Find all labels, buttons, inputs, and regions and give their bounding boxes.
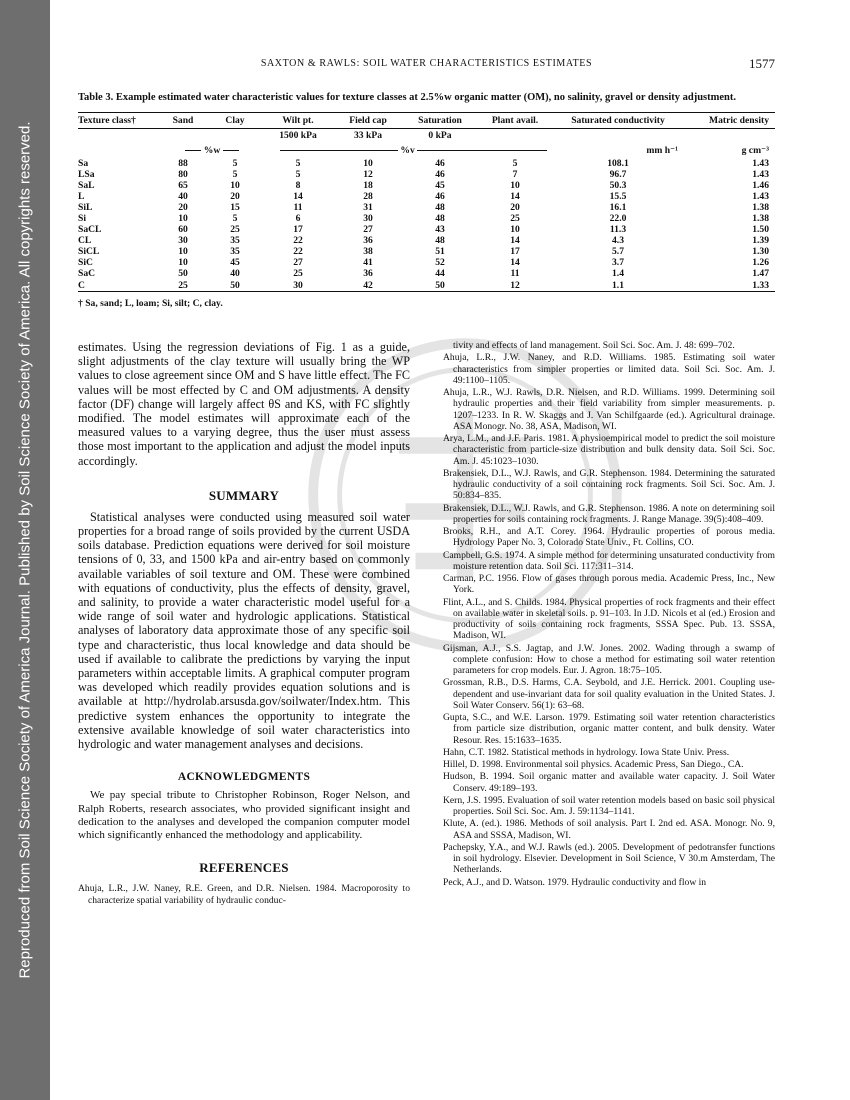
table-cell: 1.39 xyxy=(752,235,769,247)
table-cell: 10 xyxy=(363,157,373,169)
table-cell: 108.1 xyxy=(607,157,629,169)
reference-item: Hudson, B. 1994. Soil organic matter and available water capacity. J. Soil Water Conserv. 49:189–193. xyxy=(443,771,775,794)
table-cell: 5 xyxy=(232,168,238,180)
table-cell: 5 xyxy=(295,168,301,180)
reference-item: Gupta, S.C., and W.E. Larson. 1979. Estimating soil water retention characteristics from particle size distribution, organic matter content, and bulk density. Water Resour. Res. 15:1633–1635. xyxy=(443,712,775,746)
table-cell: 27 xyxy=(293,257,303,269)
reference-item: Peck, A.J., and D. Watson. 1979. Hydraulic conductivity and flow in xyxy=(443,876,707,888)
table-cell: SiCL xyxy=(78,246,100,258)
table-row xyxy=(78,246,775,257)
unit-percent-v: %v xyxy=(264,143,554,158)
table-cell: SaC xyxy=(78,268,96,280)
table-cell: 52 xyxy=(435,257,445,269)
table-cell: 20 xyxy=(230,190,240,202)
table-row xyxy=(78,213,775,224)
table-cell: 5 xyxy=(295,157,301,169)
col-header-conductivity: Saturated conductivity xyxy=(554,113,682,129)
table-cell: 40 xyxy=(230,268,240,280)
table-cell: 25 xyxy=(230,224,240,236)
reference-item: tivity and effects of land management. Soil Sci. Soc. Am. J. 48: 699–702. xyxy=(453,340,735,351)
table-cell: 25 xyxy=(293,268,303,280)
table-cell: 51 xyxy=(435,246,445,258)
table-cell: 96.7 xyxy=(609,168,627,180)
table-cell: 1.50 xyxy=(752,224,769,236)
table-cell: 30 xyxy=(363,212,373,224)
table-cell: Si xyxy=(78,212,87,224)
table-cell: 31 xyxy=(363,201,373,213)
table-row xyxy=(78,202,775,213)
table-cell: 50 xyxy=(206,280,264,292)
table-cell: 4.3 xyxy=(612,235,624,247)
table-cell: 35 xyxy=(230,246,240,258)
reference-item: Carman, P.C. 1956. Flow of gases through porous media. Academic Press, Inc., New York. xyxy=(443,573,775,596)
table-cell: 40 xyxy=(178,190,188,202)
table-cell: 14 xyxy=(293,190,303,202)
table-cell: 14 xyxy=(510,257,520,269)
reference-item: Ahuja, L.R., W.J. Rawls, D.R. Nielsen, and R.D. Williams. 1999. Determining soil hydraulic properties and their field variability from simpler measurements. p. 1207–1233. In R. W. Skaggs and J. Van Schilfgaarde (ed.). Agricultural drainage. ASA Monogr. No. 38, ASA, Madison, WI. xyxy=(443,387,775,432)
unit-density: g cm⁻³ xyxy=(741,144,769,156)
subheader-33: 33 kPa xyxy=(354,130,382,142)
table-cell: 5 xyxy=(232,157,238,169)
table-cell: 10 xyxy=(178,212,188,224)
table-cell: 5.7 xyxy=(612,246,624,258)
table-cell: 35 xyxy=(230,235,240,247)
table-cell: 50 xyxy=(404,280,476,292)
table-cell: 7 xyxy=(512,168,518,180)
table-cell: 46 xyxy=(435,157,445,169)
table-cell: 10 xyxy=(510,179,520,191)
summary-paragraph: Statistical analyses were conducted using measured soil water properties for a broad range of soils provided by the current USDA soils database. Prediction equations were derived for soil moisture tensions of 0, 33, and 1500 kPa and air-entry based on commonly available variables of soil texture and OM. These were combined with equations of conductivity, plus the effects of density, gravel, and salinity, to provide a water characteristic model useful for a wide range of soil water and hydrologic applications. Statistical analyses of laboratory data approximate those of any specific soil type and characteristic, thus local knowledge and data should be used if available to calibrate the predictions by varying the input parameters within acceptable limits. A graphical computer program was developed which readily provides equation solutions and is available at http://hydrolab.arsusda.gov/soilwater/Index.htm. This predictive system enhances the opportunity to integrate the extensive available knowledge of soil water characteristics into hydrologic and water management analyses and decisions. xyxy=(78,509,410,752)
table-cell: 12 xyxy=(476,280,554,292)
table-row xyxy=(78,180,775,191)
table-cell: 8 xyxy=(295,179,301,191)
table-cell: SaL xyxy=(78,179,95,191)
table-body xyxy=(78,158,775,292)
table-cell: 48 xyxy=(435,201,445,213)
table-cell: 44 xyxy=(435,268,445,280)
col-header-fieldcap: Field cap xyxy=(332,113,404,129)
unit-percent-w: %w xyxy=(160,143,264,158)
table-cell: 28 xyxy=(363,190,373,202)
table-cell: 88 xyxy=(178,157,188,169)
table-cell: 12 xyxy=(363,168,373,180)
table-cell: 10 xyxy=(230,179,240,191)
table-row xyxy=(78,280,775,292)
table-cell: 1.43 xyxy=(752,190,769,202)
reference-item: Hillel, D. 1998. Environmental soil physics. Academic Press, San Diego., CA. xyxy=(443,759,744,770)
table-cell: 48 xyxy=(435,212,445,224)
table-row xyxy=(78,191,775,202)
table-cell: 11.3 xyxy=(609,224,627,236)
table-cell: 27 xyxy=(363,224,373,236)
table-cell: 20 xyxy=(178,201,188,213)
copyright-sidebar xyxy=(0,0,50,1100)
reference-item: Kern, J.S. 1995. Evaluation of soil water retention models based on basic soil physical properties. Soil Sci. Soc. Am. J. 59:1134–1141. xyxy=(443,794,775,817)
table-cell: 15.5 xyxy=(609,190,627,202)
table-cell: 60 xyxy=(178,224,188,236)
table-cell: 14 xyxy=(510,235,520,247)
table-cell: 30 xyxy=(178,235,188,247)
reference-item: Brooks, R.H., and A.T. Corey. 1964. Hydraulic properties of porous media. Hydrology Paper No. 3, Colorado State Univ., Ft. Collins, CO. xyxy=(443,526,775,549)
col-header-texture: Texture class† xyxy=(78,113,160,129)
col-header-clay: Clay xyxy=(206,113,264,129)
summary-heading: SUMMARY xyxy=(208,487,280,503)
table-cell: 18 xyxy=(363,179,373,191)
table-cell: L xyxy=(78,190,85,202)
table-cell: 1.33 xyxy=(682,280,775,292)
table-cell: 1.1 xyxy=(554,280,682,292)
reference-item: Brakensiek, D.L., W.J. Rawls, and G.R. Stephenson. 1984. Determining the saturated hydraulic conductivity of a soil containing rock fragments. Soil Sci. Soc. Am. J. 50:834–835. xyxy=(443,467,775,502)
table-cell: 5 xyxy=(232,212,238,224)
table-cell: 22 xyxy=(293,235,303,247)
table-row xyxy=(78,268,775,279)
table-cell: Sa xyxy=(78,157,89,169)
col-header-saturation: Saturation xyxy=(404,113,476,129)
col-header-sand: Sand xyxy=(160,113,206,129)
table-row xyxy=(78,257,775,268)
table-cell: 10 xyxy=(178,257,188,269)
table-cell: 5 xyxy=(512,157,518,169)
table-cell: 11 xyxy=(293,201,303,213)
table-cell: 1.47 xyxy=(752,268,769,280)
table-cell: 36 xyxy=(363,235,373,247)
table-cell: 10 xyxy=(178,246,188,258)
table-cell: 25 xyxy=(510,212,520,224)
reference-item: Ahuja, L.R., J.W. Naney, R.E. Green, and D.R. Nielsen. 1984. Macroporosity to characterize spatial variability of hydraulic conduc- xyxy=(78,883,410,906)
table-cell: SiL xyxy=(78,201,93,213)
reference-item: Campbell, G.S. 1974. A simple method for determining unsaturated conductivity from moisture retention data. Soil Sci. 117:311–314. xyxy=(443,549,775,572)
table-cell: SaCL xyxy=(78,224,102,236)
table-cell: 11 xyxy=(510,268,520,280)
table-3 xyxy=(78,92,775,309)
table-cell: 20 xyxy=(510,201,520,213)
table-footnote: † Sa, sand; L, loam; Si, silt; C, clay. xyxy=(78,297,223,309)
table-cell: 1.38 xyxy=(752,201,769,213)
reference-item: Klute, A. (ed.). 1986. Methods of soil analysis. Part I. 2nd ed. ASA. Monogr. No. 9, ASA and SSSA, Madison, WI. xyxy=(443,818,775,841)
table-cell: 14 xyxy=(510,190,520,202)
table-cell: 46 xyxy=(435,190,445,202)
table-cell: 17 xyxy=(510,246,520,258)
table-cell: 15 xyxy=(230,201,240,213)
table-cell: LSa xyxy=(78,168,95,180)
table-row xyxy=(78,158,775,169)
acknowledgments-paragraph: We pay special tribute to Christopher Robinson, Roger Nelson, and Ralph Roberts, research associates, who provided significant insight and dedication to the analyses and developed the companion computer model which significantly enhanced the methodology and applicability. xyxy=(78,789,410,842)
reference-item: Grossman, R.B., D.S. Harms, C.A. Seybold, and J.E. Herrick. 2001. Coupling use-dependent and use-invariant data for soil quality evaluation in the United States. J. Soil Water Conserv. 56(1): 63–68. xyxy=(443,677,775,711)
table-cell: 1.26 xyxy=(752,257,769,269)
reference-item: Hahn, C.T. 1982. Statistical methods in hydrology. Iowa State Univ. Press. xyxy=(443,746,730,758)
subheader-0: 0 kPa xyxy=(428,130,452,142)
acknowledgments-heading: ACKNOWLEDGMENTS xyxy=(177,771,311,784)
reference-item: Arya, L.M., and J.F. Paris. 1981. A physioempirical model to predict the soil moisture characteristic from particle-size distribution and bulk density data. Soil Sci. Soc. Am. J. 45:1023–1030. xyxy=(443,433,775,467)
table-cell: 1.46 xyxy=(752,179,769,191)
table-cell: 45 xyxy=(435,179,445,191)
copyright-notice: Reproduced from Soil Science Society of America Journal. Published by Soil Science Society of America. All copyrights reserved. xyxy=(16,121,34,979)
table-cell: 43 xyxy=(435,224,445,236)
col-header-density: Matric density xyxy=(682,113,775,129)
running-header xyxy=(78,58,775,74)
table-row xyxy=(78,224,775,235)
subheader-1500: 1500 kPa xyxy=(279,130,317,142)
table-cell: 22 xyxy=(293,246,303,258)
table-cell: 46 xyxy=(435,168,445,180)
table-cell: 16.1 xyxy=(609,201,627,213)
right-column-references xyxy=(443,340,775,889)
table-cell: 42 xyxy=(332,280,404,292)
table-cell: 30 xyxy=(264,280,332,292)
reference-item: Pachepsky, Y.A., and W.J. Rawls (ed.). 2005. Development of pedotransfer functions in soil hydrology. Elsevier. Development in Soil Science, V 30.m Amsterdam, The Netherlands. xyxy=(443,841,775,876)
table-cell: 80 xyxy=(178,168,188,180)
table-cell: 50.3 xyxy=(609,179,627,191)
reference-item: Ahuja, L.R., J.W. Naney, and R.D. Williams. 1985. Estimating soil water characteristics from simpler properties or limited data. Soil Sci. Soc. Am. J. 49:1100–1105. xyxy=(443,352,775,386)
reference-item: Gijsman, A.J., S.S. Jagtap, and J.W. Jones. 2002. Wading through a swamp of complete confusion: How to chose a method for estimating soil water retention parameters for crop models. Eur. J. Agron. 18:75–105. xyxy=(443,642,775,676)
col-header-plant: Plant avail. xyxy=(476,113,554,129)
references-heading: REFERENCES xyxy=(199,860,289,876)
table-cell: 48 xyxy=(435,235,445,247)
table-cell: 36 xyxy=(363,268,373,280)
table-cell: 1.4 xyxy=(612,268,624,280)
table-cell: 1.43 xyxy=(752,168,769,180)
table-cell: 1.43 xyxy=(752,157,769,169)
table-cell: 6 xyxy=(295,212,301,224)
table-cell: 1.30 xyxy=(752,246,769,258)
table-caption: Table 3. Example estimated water characteristic values for texture classes at 2.5%w organic matter (OM), no salinity, gravel or density adjustment. xyxy=(78,92,737,103)
table-row xyxy=(78,169,775,180)
table-cell: 65 xyxy=(178,179,188,191)
water-characteristics-table xyxy=(78,112,775,292)
table-row xyxy=(78,235,775,246)
table-cell: 22.0 xyxy=(609,212,627,224)
table-cell: 25 xyxy=(160,280,206,292)
col-header-wilt: Wilt pt. xyxy=(264,113,332,129)
table-cell: 17 xyxy=(293,224,303,236)
table-cell: 41 xyxy=(363,257,373,269)
table-cell: 3.7 xyxy=(612,257,624,269)
running-title: SAXTON & RAWLS: SOIL WATER CHARACTERISTICS ESTIMATES xyxy=(260,58,593,69)
unit-conductivity: mm h⁻¹ xyxy=(646,144,678,156)
table-cell: 50 xyxy=(178,268,188,280)
table-cell: 1.38 xyxy=(752,212,769,224)
page-number: 1577 xyxy=(749,56,775,71)
left-column xyxy=(78,340,410,907)
reference-item: Brakensiek, D.L., W.J. Rawls, and G.R. Stephenson. 1986. A note on determining soil properties for soils containing rock fragments. J. Range Manage. 39(5):408–409. xyxy=(443,502,775,525)
table-cell: C xyxy=(78,280,160,292)
table-cell: 10 xyxy=(510,224,520,236)
table-cell: 38 xyxy=(363,246,373,258)
table-cell: 45 xyxy=(230,257,240,269)
reference-item: Flint, A.L., and S. Childs. 1984. Physical properties of rock fragments and their effect on available water in skeletal soils. p. 91–103. In J.D. Nicols et al (ed.) Erosion and productivity of soils containing rock fragments, SSSA Spec. Pub. 13. SSSA, Madison, WI. xyxy=(443,596,775,642)
table-cell: CL xyxy=(78,235,92,247)
table-cell: SiC xyxy=(78,257,93,269)
intro-paragraph: estimates. Using the regression deviations of Fig. 1 as a guide, slight adjustments of the clay texture will usually bring the WP values to close agreement since OM and S have little effect. The FC values will be most effected by C and OM adjustments. A density factor (DF) change will largely affect θS and KS, with FC slightly modified. The model estimates will approximate each of the measured values to a varying degree, thus the user must assess those most important to the application and adjust the model inputs accordingly. xyxy=(78,340,410,468)
